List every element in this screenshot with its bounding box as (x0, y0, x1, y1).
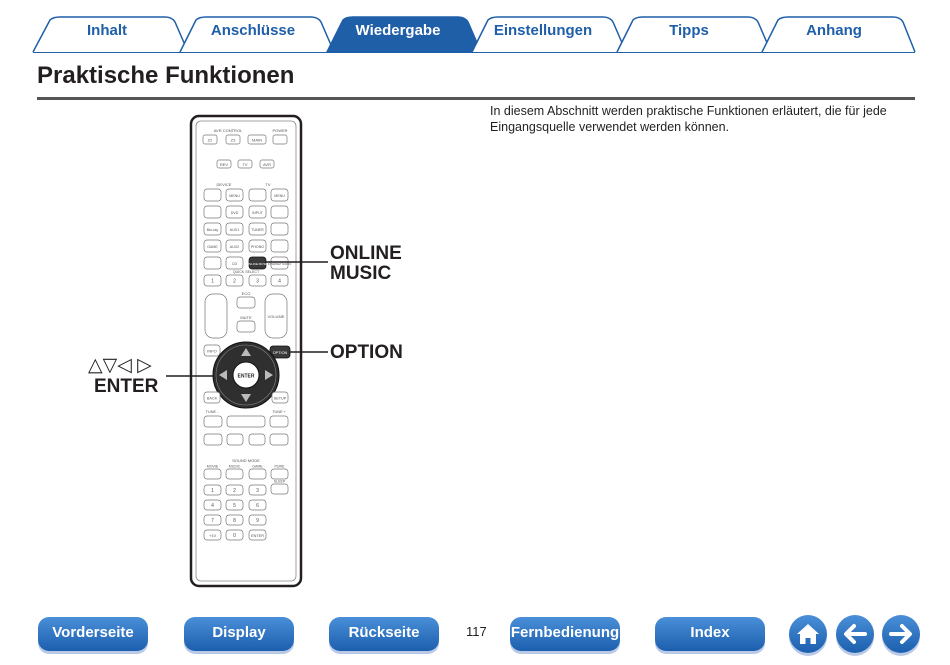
svg-text:SETUP: SETUP (273, 396, 287, 401)
back-button[interactable] (836, 615, 874, 653)
svg-text:DVD: DVD (230, 211, 239, 215)
svg-text:TV: TV (242, 162, 248, 167)
svg-text:SLEEP: SLEEP (273, 479, 286, 484)
tab-anschluesse[interactable]: Anschlüsse (210, 22, 296, 39)
svg-text:INTERNET RADIO: INTERNET RADIO (267, 262, 292, 266)
svg-text:REV: REV (219, 162, 229, 167)
home-button[interactable] (789, 615, 827, 653)
svg-text:AUX1: AUX1 (229, 228, 240, 232)
svg-text:VOLUME: VOLUME (267, 314, 285, 319)
svg-text:+10: +10 (209, 533, 216, 538)
svg-text:TV: TV (265, 182, 271, 187)
power-button (273, 135, 287, 144)
tab-einstellungen[interactable]: Einstellungen (493, 22, 593, 39)
svg-text:AVR: AVR (263, 162, 271, 167)
svg-text:DEVICE: DEVICE (216, 182, 232, 187)
svg-text:1: 1 (211, 488, 214, 494)
intro-text: In diesem Abschnitt werden praktische Funktionen erläutert, die für jede Eingangsquelle verwendet werden können. (490, 104, 887, 134)
svg-text:INPUT: INPUT (252, 211, 263, 215)
svg-text:MUSIC: MUSIC (228, 464, 241, 469)
svg-text:MOVIE: MOVIE (206, 464, 219, 469)
svg-text:3: 3 (256, 488, 259, 494)
tab-anhang[interactable]: Anhang (806, 22, 862, 39)
svg-text:3: 3 (256, 278, 259, 285)
svg-text:0: 0 (233, 533, 236, 539)
svg-text:INFO: INFO (207, 348, 217, 354)
callout-enter: ENTER (94, 376, 159, 397)
nav-remote-button[interactable]: Fernbedienung (510, 617, 620, 651)
svg-text:OPTION: OPTION (272, 351, 288, 355)
svg-text:6: 6 (256, 503, 259, 509)
svg-text:ENTER: ENTER (237, 373, 255, 380)
svg-text:GAME: GAME (252, 464, 263, 469)
callout-option: OPTION (330, 342, 403, 363)
nav-display-button[interactable]: Display (184, 617, 294, 651)
svg-text:MENU: MENU (229, 194, 240, 198)
svg-text:ENTER: ENTER (251, 534, 264, 538)
nav-front-button[interactable]: Vorderseite (38, 617, 148, 651)
svg-text:QUICK SELECT: QUICK SELECT (232, 270, 260, 274)
svg-text:1: 1 (211, 278, 214, 285)
svg-text:4: 4 (278, 278, 281, 285)
svg-text:PURE: PURE (274, 464, 285, 469)
nav-index-button[interactable]: Index (655, 617, 765, 651)
svg-text:TUNER: TUNER (251, 228, 264, 232)
home-icon (789, 615, 827, 653)
svg-text:9: 9 (256, 518, 259, 524)
callout-arrows: △▽◁ ▷ (88, 355, 152, 376)
svg-text:GAME: GAME (207, 245, 218, 249)
svg-text:TUNE -: TUNE - (205, 410, 219, 414)
forward-button[interactable] (882, 615, 920, 653)
label-avr-control: AVR CONTROL (213, 128, 243, 133)
svg-text:2: 2 (233, 278, 236, 285)
svg-text:Blu-ray: Blu-ray (206, 228, 219, 232)
tab-wiedergabe[interactable]: Wiedergabe (355, 22, 441, 39)
arrow-left-icon (836, 615, 874, 653)
nav-rear-button[interactable]: Rückseite (329, 617, 439, 651)
svg-text:Z2: Z2 (207, 137, 213, 143)
page-number: 117 (466, 624, 487, 639)
tab-inhalt[interactable]: Inhalt (87, 22, 127, 39)
svg-text:8: 8 (233, 518, 236, 524)
callout-online-music: ONLINE MUSIC (330, 243, 402, 284)
svg-text:2: 2 (233, 488, 236, 494)
svg-text:PHONO: PHONO (250, 245, 265, 249)
svg-text:5: 5 (233, 503, 236, 509)
label-power: POWER (272, 128, 288, 133)
arrow-right-icon (882, 615, 920, 653)
svg-text:BACK: BACK (206, 396, 218, 401)
svg-text:MAIN: MAIN (252, 137, 262, 143)
tab-tipps[interactable]: Tipps (669, 22, 709, 39)
svg-text:Z3: Z3 (230, 137, 236, 143)
svg-text:TUNE +: TUNE + (272, 410, 286, 414)
svg-text:4: 4 (211, 503, 214, 509)
svg-text:ECO: ECO (241, 291, 251, 296)
svg-text:SOUND MODE: SOUND MODE (232, 458, 260, 463)
svg-text:MUTE: MUTE (240, 315, 252, 320)
svg-text:ONLINE MUSIC: ONLINE MUSIC (246, 262, 269, 266)
svg-text:AUX2: AUX2 (229, 245, 240, 249)
svg-text:CD: CD (231, 262, 238, 266)
svg-text:7: 7 (211, 518, 214, 524)
page-title: Praktische Funktionen (37, 62, 295, 89)
svg-text:MENU: MENU (274, 194, 285, 198)
